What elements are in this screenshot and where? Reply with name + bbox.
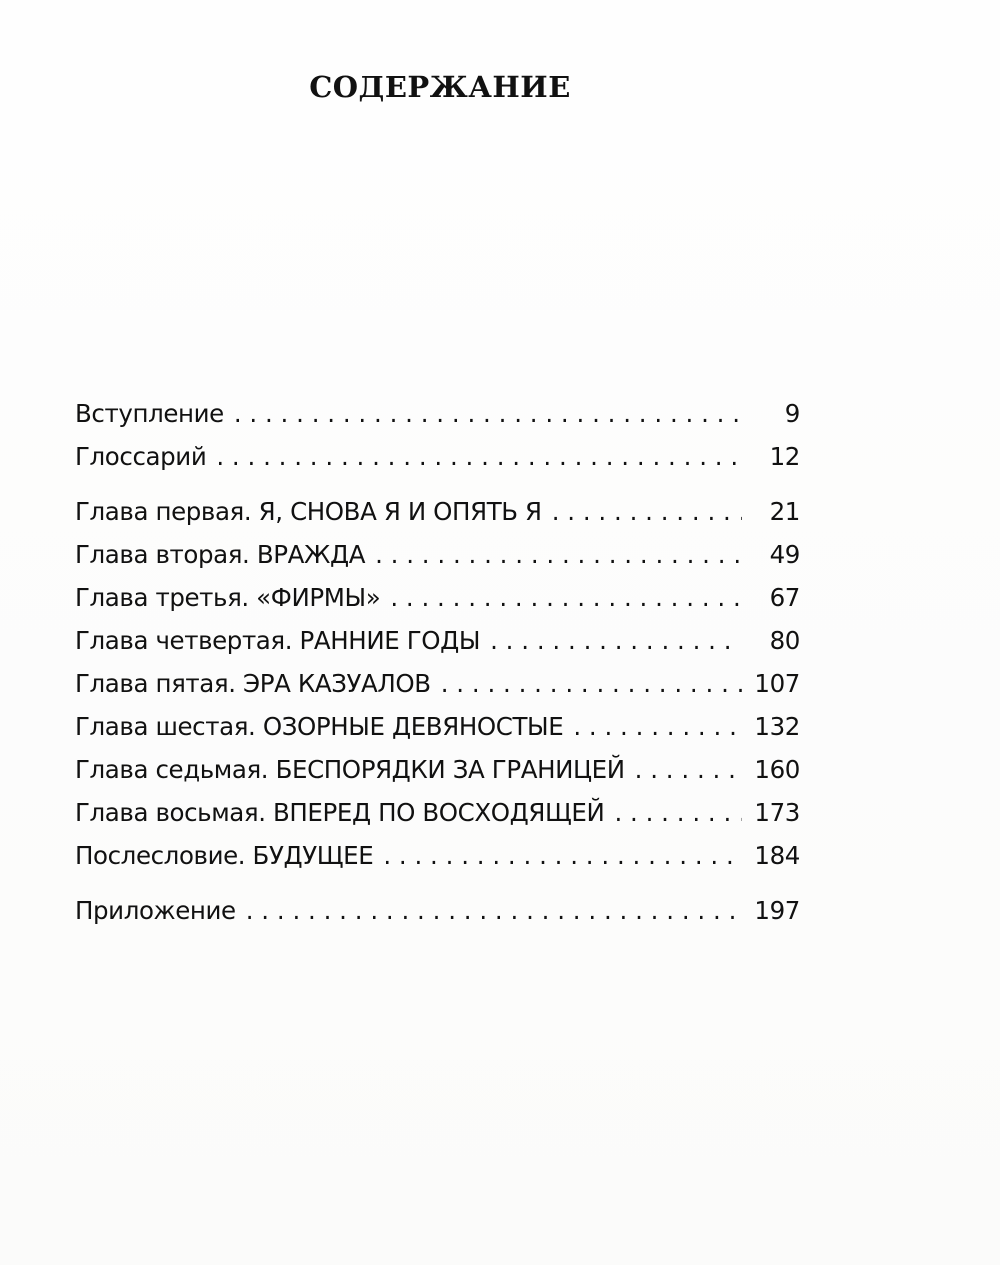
toc-entry-page: 160 [754,755,800,784]
toc-entry [75,753,800,787]
toc-entry-title: Послесловие. БУДУЩЕЕ [75,841,374,870]
toc-entry-title: Глава седьмая. БЕСПОРЯДКИ ЗА ГРАНИЦЕЙ [75,755,625,784]
toc-leader-dots [573,710,742,744]
toc-entry [75,839,800,873]
toc-leader-dots [375,538,742,572]
toc-entry [75,710,800,744]
toc-entry-title: Приложение [75,896,236,925]
toc-entry [75,894,800,928]
toc-entry-title: Глава восьмая. ВПЕРЕД ПО ВОСХОДЯЩЕЙ [75,798,605,827]
toc-entry [75,440,800,474]
toc-entry [75,397,800,431]
toc-entry [75,624,800,658]
toc-entry-title: Глава пятая. ЭРА КАЗУАЛОВ [75,669,431,698]
toc-entry-title: Вступление [75,399,224,428]
toc-entry-page: 12 [769,442,800,471]
toc-entry [75,667,800,701]
toc-entry-page: 197 [754,896,800,925]
page-title: СОДЕРЖАНИЕ [309,70,571,104]
toc-entry-page: 49 [769,540,800,569]
toc-leader-dots [234,397,742,431]
toc-entry-title: Глава вторая. ВРАЖДА [75,540,366,569]
toc-leader-dots [552,495,742,529]
toc-leader-dots [383,839,742,873]
toc-leader-dots [441,667,742,701]
toc-entry-title: Глава четвертая. РАННИЕ ГОДЫ [75,626,481,655]
toc-leader-dots [614,796,742,830]
toc-leader-dots [246,894,742,928]
toc-entry-title: Глава шестая. ОЗОРНЫЕ ДЕВЯНОСТЫЕ [75,712,564,741]
toc-entry-page: 80 [769,626,800,655]
toc-entry-title: Глава третья. «ФИРМЫ» [75,583,381,612]
toc-leader-dots [216,440,742,474]
toc-entry-page: 9 [784,399,800,428]
toc-entry-title: Глава первая. Я, СНОВА Я И ОПЯТЬ Я [75,497,542,526]
toc-leader-dots [635,753,742,787]
toc-leader-dots [490,624,742,658]
toc-entry-page: 173 [754,798,800,827]
toc-entry [75,495,800,529]
toc-entry-page: 107 [754,669,800,698]
toc-entry [75,581,800,615]
toc-entry-page: 21 [769,497,800,526]
toc-entry [75,796,800,830]
toc-leader-dots [390,581,742,615]
toc-entry-page: 184 [754,841,800,870]
toc-entry-title: Глоссарий [75,442,207,471]
toc-entry-page: 67 [769,583,800,612]
toc-entry [75,538,800,572]
toc-entry-page: 132 [754,712,800,741]
